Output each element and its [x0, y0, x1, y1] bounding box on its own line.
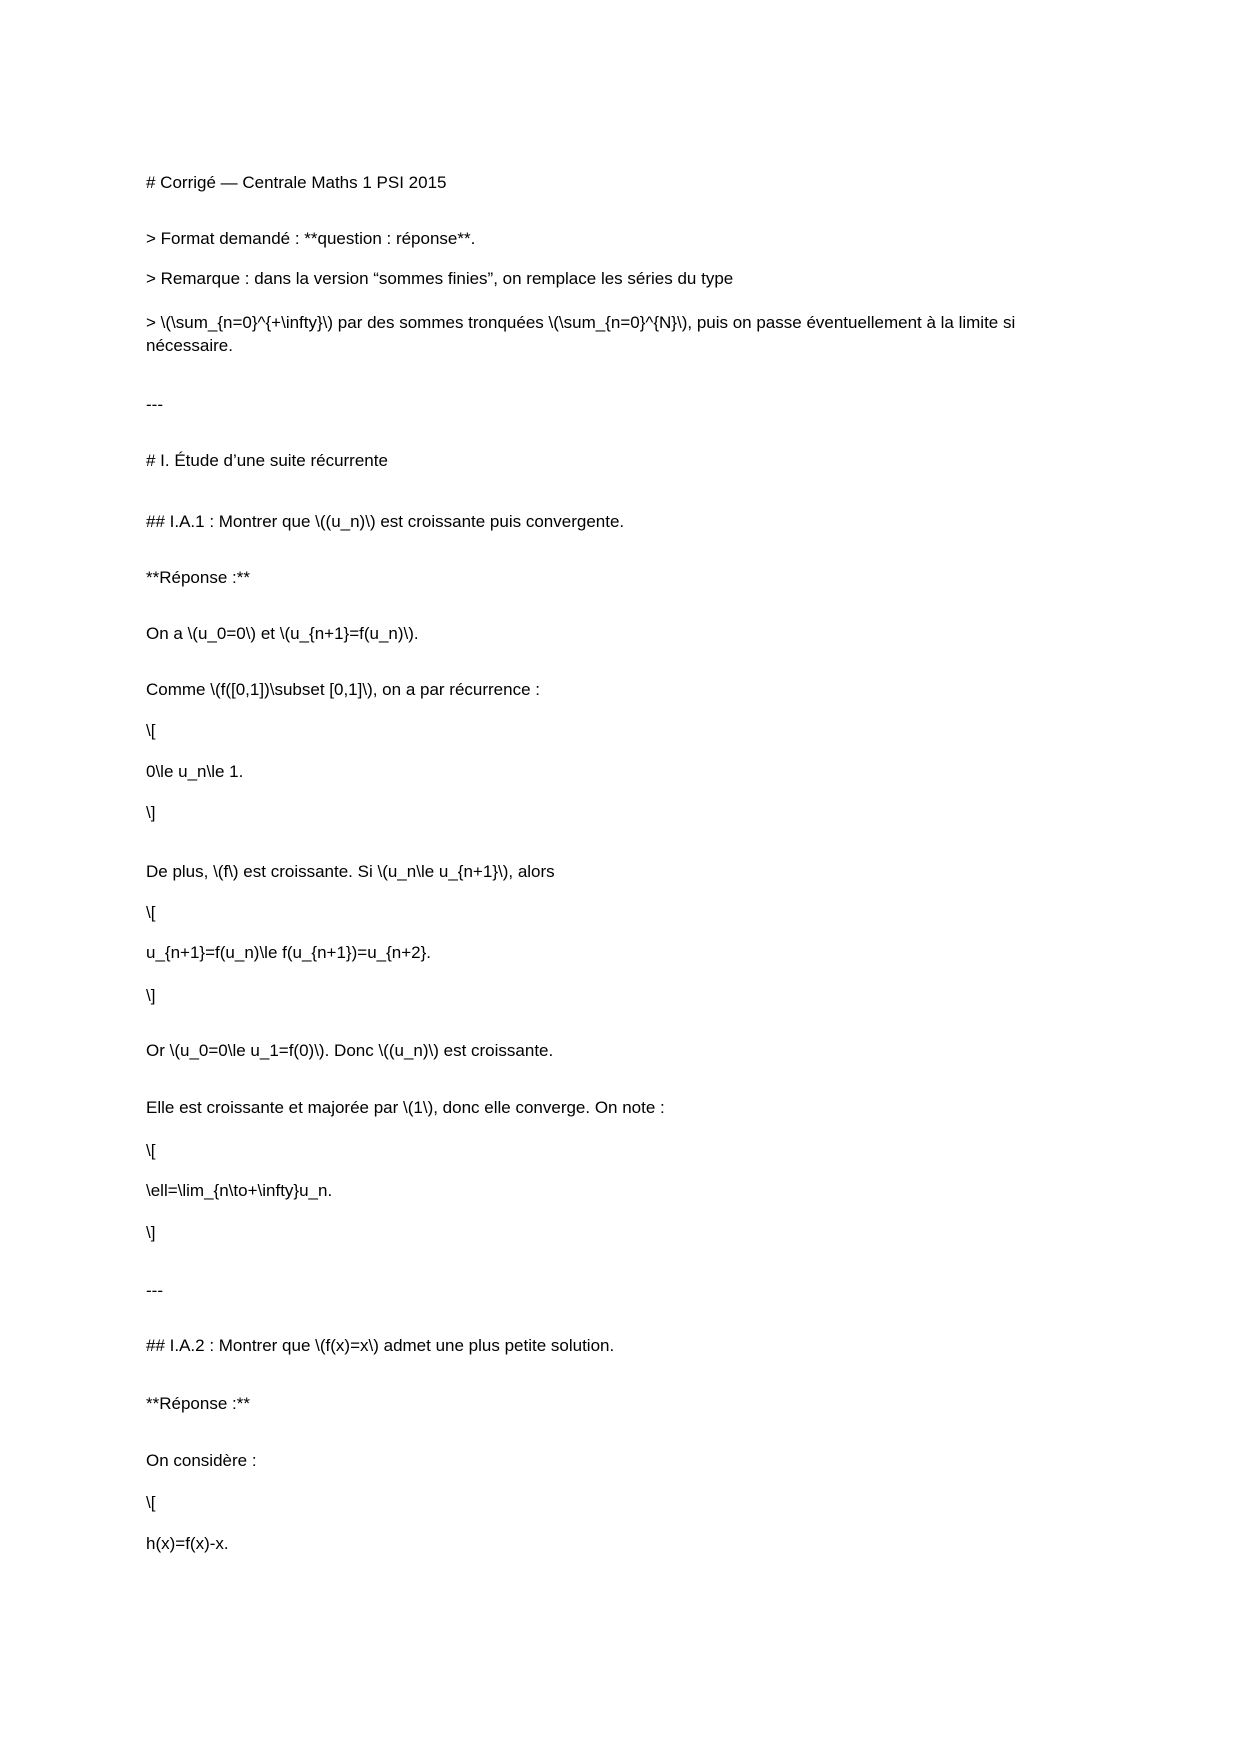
body-line: On considère :	[146, 1451, 257, 1470]
math-close-delimiter: \]	[146, 803, 156, 822]
body-line: De plus, \(f\) est croissante. Si \(u_n\le u_{n+1}\), alors	[146, 862, 555, 881]
math-close-delimiter: \]	[146, 986, 156, 1005]
math-close-delimiter: \]	[146, 1223, 156, 1242]
body-line: On a \(u_0=0\) et \(u_{n+1}=f(u_n)\).	[146, 624, 419, 643]
horizontal-rule-literal: ---	[146, 395, 163, 414]
math-open-delimiter: \[	[146, 1493, 156, 1512]
math-line: 0\le u_n\le 1.	[146, 762, 244, 781]
answer-label-line: **Réponse :**	[146, 568, 250, 587]
doc-heading-part: # I. Étude d’une suite récurrente	[146, 451, 388, 470]
math-open-delimiter: \[	[146, 721, 156, 740]
markdown-document	[146, 171, 1046, 1555]
math-open-delimiter: \[	[146, 903, 156, 922]
math-line: \ell=\lim_{n\to+\infty}u_n.	[146, 1181, 333, 1200]
math-open-delimiter: \[	[146, 1141, 156, 1160]
answer-label-line: **Réponse :**	[146, 1394, 250, 1413]
doc-heading-question: ## I.A.1 : Montrer que \((u_n)\) est croissante puis convergente.	[146, 512, 625, 531]
doc-heading-title: # Corrigé — Centrale Maths 1 PSI 2015	[146, 173, 447, 192]
math-line: u_{n+1}=f(u_n)\le f(u_{n+1})=u_{n+2}.	[146, 943, 432, 962]
blockquote-line: > \(\sum_{n=0}^{+\infty}\) par des sommes tronquées \(\sum_{n=0}^{N}\), puis on passe éventuellement à la limite si nécessaire.	[146, 313, 1016, 355]
horizontal-rule-literal: ---	[146, 1281, 163, 1300]
body-line: Or \(u_0=0\le u_1=f(0)\). Donc \((u_n)\) est croissante.	[146, 1041, 554, 1060]
math-line: h(x)=f(x)-x.	[146, 1534, 229, 1553]
body-line: Elle est croissante et majorée par \(1\), donc elle converge. On note :	[146, 1098, 665, 1117]
body-line: Comme \(f([0,1])\subset [0,1]\), on a par récurrence :	[146, 680, 540, 699]
blockquote-line: > Format demandé : **question : réponse**.	[146, 229, 476, 248]
blockquote-line: > Remarque : dans la version “sommes finies”, on remplace les séries du type	[146, 269, 734, 288]
doc-heading-question: ## I.A.2 : Montrer que \(f(x)=x\) admet une plus petite solution.	[146, 1336, 615, 1355]
